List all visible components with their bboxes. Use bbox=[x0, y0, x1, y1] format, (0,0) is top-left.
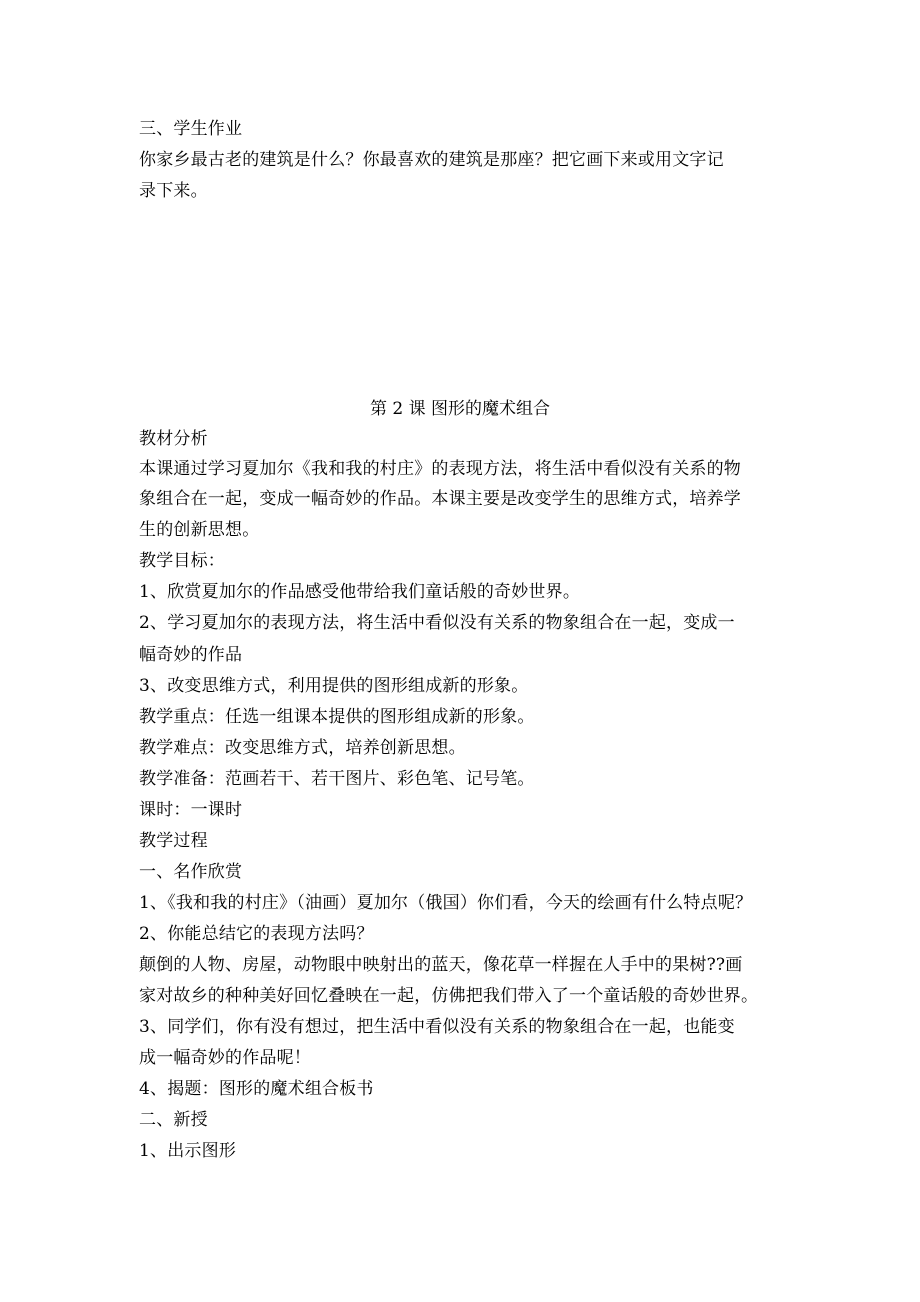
paragraph-line: 1、《我和我的村庄》（油画）夏加尔（俄国）你们看，今天的绘画有什么特点呢？ bbox=[139, 893, 753, 913]
paragraph-line: 家对故乡的种种美好回忆叠映在一起，仿佛把我们带入了一个童话般的奇妙世界。 bbox=[139, 986, 759, 1006]
lesson-title: 第 2 课 图形的魔术组合 bbox=[369, 399, 551, 419]
paragraph-line: 课时：一课时 bbox=[139, 800, 243, 820]
paragraph-line: 3、改变思维方式，利用提供的图形组成新的形象。 bbox=[139, 676, 529, 696]
paragraph-line: 3、同学们，你有没有想过，把生活中看似没有关系的物象组合在一起，也能变 bbox=[139, 1017, 735, 1037]
paragraph-line: 颠倒的人物、房屋，动物眼中映射出的蓝天，像花草一样握在人手中的果树??画 bbox=[139, 955, 743, 975]
paragraph-line: 教学过程 bbox=[139, 831, 208, 851]
paragraph-line: 一、名作欣赏 bbox=[139, 862, 243, 882]
homework-line-2: 录下来。 bbox=[139, 181, 208, 201]
paragraph-line: 教学难点：改变思维方式，培养创新思想。 bbox=[139, 738, 466, 758]
paragraph-line: 二、新授 bbox=[139, 1110, 208, 1130]
paragraph-line: 4、揭题：图形的魔术组合板书 bbox=[139, 1079, 374, 1099]
paragraph-line: 象组合在一起，变成一幅奇妙的作品。本课主要是改变学生的思维方式，培养学 bbox=[139, 489, 741, 509]
paragraph-line: 2、你能总结它的表现方法吗？ bbox=[139, 924, 374, 944]
paragraph-line: 教学重点：任选一组课本提供的图形组成新的形象。 bbox=[139, 707, 535, 727]
paragraph-line: 教材分析 bbox=[139, 429, 208, 449]
paragraph-line: 1、出示图形 bbox=[139, 1141, 237, 1161]
paragraph-line: 生的创新思想。 bbox=[139, 520, 260, 540]
paragraph-line: 教学目标： bbox=[139, 551, 225, 571]
paragraph-line: 幅奇妙的作品 bbox=[139, 645, 243, 665]
paragraph-line: 教学准备：范画若干、若干图片、彩色笔、记号笔。 bbox=[139, 769, 535, 789]
section-heading-homework: 三、学生作业 bbox=[139, 119, 243, 139]
paragraph-line: 成一幅奇妙的作品呢！ bbox=[139, 1048, 311, 1068]
paragraph-line: 2、学习夏加尔的表现方法，将生活中看似没有关系的物象组合在一起，变成一 bbox=[139, 613, 735, 633]
paragraph-line: 本课通过学习夏加尔《我和我的村庄》的表现方法，将生活中看似没有关系的物 bbox=[139, 459, 741, 479]
paragraph-line: 1、欣赏夏加尔的作品感受他带给我们童话般的奇妙世界。 bbox=[139, 582, 581, 602]
homework-line-1: 你家乡最古老的建筑是什么？你最喜欢的建筑是那座？把它画下来或用文字记 bbox=[139, 150, 724, 170]
